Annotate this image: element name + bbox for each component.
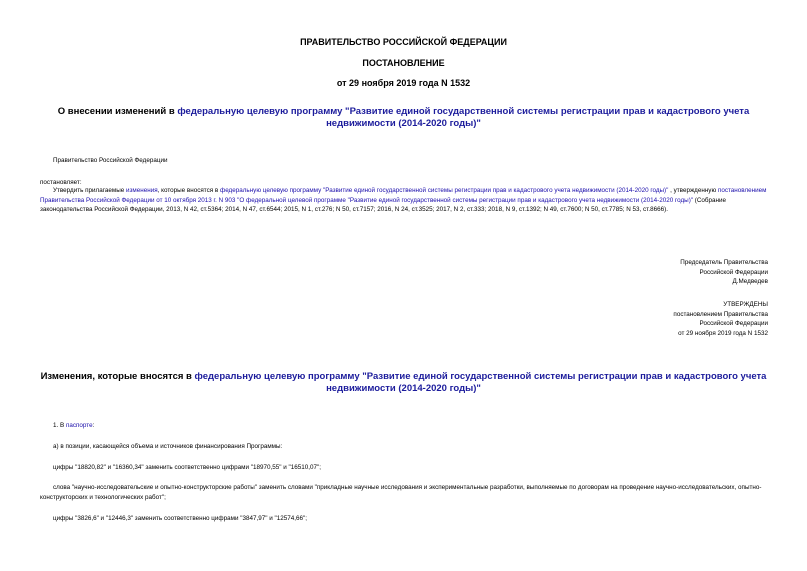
- document-date-number: от 29 ноября 2019 года N 1532: [336, 78, 471, 88]
- paragraph-text: , утвержденную: [668, 187, 718, 194]
- paragraph-text: Утвердить прилагаемые: [53, 187, 126, 194]
- signature-block: [680, 258, 768, 287]
- item-4: слова "научно-исследовательские и опытно-конструкторские работы" заменить словами "прикладные научные исследования и экспериментальные разработки, выполняемые по договорам на проведение научно-исследовательских, опытно-конструкторских и технологических работ";: [40, 484, 762, 501]
- document-title: [40, 106, 767, 130]
- signature-line: Д.Медведев: [732, 278, 768, 285]
- approved-line: УТВЕРЖДЕНЫ: [723, 301, 768, 308]
- changes-link[interactable]: изменения: [126, 187, 158, 194]
- item-3: цифры "18820,82" и "16360,34" заменить соответственно цифрами "18970,55" и "16510,07";: [53, 464, 321, 471]
- item-text: :: [92, 422, 95, 429]
- paragraph-text: (Собрание законодательства Российской Федерации, 2013, N 42, ст.5364; 2014, N 47, ст.6544; 2015, N 1, ст.276; N 50, ст.7157; 2016, N 24, ст.3525; 2017, N 2, ст.333; 2018, N 9, ст.1392; N 49, ст.7600; N 50, ст.7785; N 53, ст.8666).: [40, 196, 727, 213]
- government-header: ПРАВИТЕЛЬСТВО РОССИЙСКОЙ ФЕДЕРАЦИИ: [300, 37, 507, 47]
- item-2: а) в позиции, касающейся объема и источников финансирования Программы:: [53, 443, 283, 450]
- changes-title-prefix: Изменения, которые вносятся в: [40, 371, 195, 382]
- paragraph-text: , которые вносятся в: [157, 187, 221, 194]
- document-title-prefix: О внесении изменений в: [57, 106, 178, 117]
- government-line: Правительство Российской Федерации: [53, 157, 168, 164]
- signature-line: Председатель Правительства: [680, 259, 768, 266]
- resolution-903-link[interactable]: постановлением Правительства Российской Федерации от 10 октября 2013 г. N 903 "О федеральной целевой программе "Развитие единой государственной системы регистрации прав и кадастрового учета недвижимости (2014-2020 годы)": [40, 187, 767, 204]
- approved-line: от 29 ноября 2019 года N 1532: [678, 329, 768, 337]
- program-link-inline[interactable]: федеральную целевую программу "Развитие единой государственной системы регистрации прав и кадастрового учета недвижимости (2014-2020 годы)": [220, 187, 669, 194]
- decides-line: постановляет:: [40, 179, 82, 186]
- changes-title: [40, 371, 767, 395]
- passport-link[interactable]: паспорте: [65, 422, 93, 429]
- approved-block: [673, 300, 768, 338]
- signature-line: Российской Федерации: [699, 268, 768, 276]
- item-1: [53, 421, 94, 431]
- approved-line: постановлением Правительства: [673, 310, 768, 318]
- item-text: 1. В: [53, 422, 66, 429]
- item-5: цифры "3826,6" и "12446,3" заменить соответственно цифрами "3847,97" и "12574,66";: [53, 515, 307, 522]
- document-type: ПОСТАНОВЛЕНИЕ: [362, 58, 445, 68]
- program-link[interactable]: федеральную целевую программу "Развитие единой государственной системы регистрации прав и кадастрового учета недвижимости (2014-2020 годы)": [177, 106, 750, 129]
- resolution-paragraph: [40, 186, 768, 215]
- changes-program-link[interactable]: федеральную целевую программу "Развитие единой государственной системы регистрации прав и кадастрового учета недвижимости (2014-2020 годы)": [194, 371, 767, 394]
- approved-line: Российской Федерации: [699, 320, 768, 327]
